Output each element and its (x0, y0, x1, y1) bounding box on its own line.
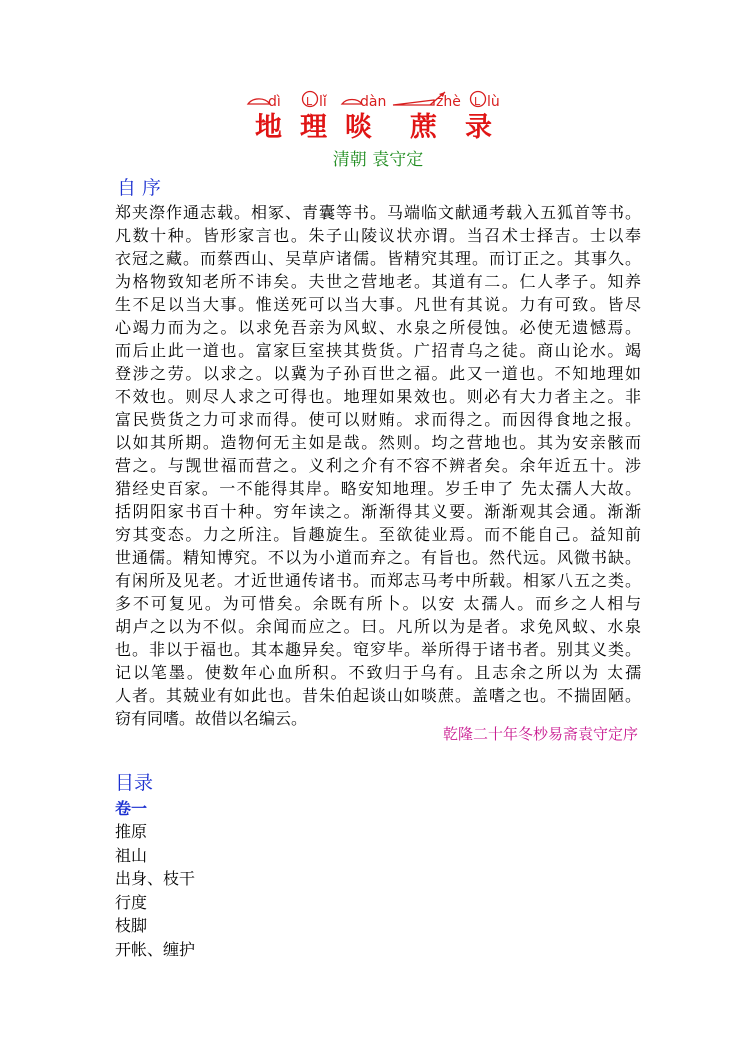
preface-line: 登涉之劳。以求之。以冀为子孙百世之福。此又一道也。不知地理如 (115, 364, 643, 383)
toc-item[interactable]: 祖山 (115, 845, 148, 865)
preface-line: 以如其所期。造物何无主如是哉。然则。均之营地也。其为安亲骸而 (115, 433, 643, 452)
title-char: 地 (255, 112, 282, 143)
preface-line: 世通儒。精知博究。不以为小道而弃之。有旨也。然代远。风微书缺。 (115, 548, 643, 567)
preface-line: 也。非以于福也。其本趣异矣。窀穸毕。举所得于诸书者。别其义类。 (115, 640, 643, 659)
preface-body (115, 201, 644, 730)
preface-line: 记以笔墨。使数年心血所积。不致归于乌有。且志余之所以为 太孺 (115, 663, 644, 682)
preface-line: 人者。其兢业有如此也。昔朱伯起谈山如啖蔗。盖嗜之也。不揣固陋。 (115, 686, 643, 705)
preface-line: 为格物致知老所不讳矣。夫世之营地老。其道有二。仁人孝子。知养 (115, 272, 643, 291)
author-line: 清朝 袁守定 (332, 150, 424, 170)
title-char: 蔗 (410, 112, 437, 143)
toc-item[interactable]: 出身、枝干 (115, 869, 196, 888)
preface-line: 穷其变态。力之所注。旨趣旋生。至欲徒业焉。而不能自己。益知前 (115, 525, 643, 544)
preface-line: 富民赀货之力可求而得。使可以财贿。求而得之。而因得食地之报。 (115, 410, 643, 429)
preface-heading: 自 序 (117, 177, 162, 199)
preface-line: 郑夹漈作通志载。相冢、青囊等书。马端临文献通考载入五狐首等书。 (115, 203, 643, 222)
toc-item[interactable]: 开帐、缠护 (115, 939, 196, 959)
preface-line: 有闲所及见老。才近世通传诸书。而郑志马考中所载。相冢八五之类。 (115, 571, 643, 590)
preface-line: 凡数十种。皆形家言也。朱子山陵议状亦谓。当召术士择吉。士以奉 (115, 226, 643, 245)
preface-line: 衣冠之藏。而蔡西山、吴草庐诸儒。皆精究其理。而订正之。其事久。 (115, 249, 643, 268)
title-char: 啖 (345, 112, 372, 143)
toc-heading: 目录 (115, 772, 154, 794)
toc-list (115, 820, 195, 961)
preface-line: 括阴阳家书百十种。穷年读之。渐渐得其义要。渐渐观其会通。渐渐 (115, 502, 643, 521)
preface-line: 窃有同嗜。故借以名编云。 (115, 709, 308, 728)
toc-item[interactable]: 枝脚 (115, 916, 148, 935)
page-title (0, 110, 750, 146)
preface-signature: 乾隆二十年冬杪易斋袁守定序 (442, 725, 638, 743)
toc-item[interactable]: 推原 (115, 822, 148, 841)
pinyin-lu: L lù (470, 88, 506, 110)
preface-line: 心竭力而为之。以求免吾亲为风蚁、水泉之所侵蚀。必使无遗憾焉。 (115, 318, 643, 337)
toc-item[interactable]: 行度 (115, 892, 148, 912)
preface-line: 生不足以当大事。惟送死可以当大事。凡世有其说。力有可致。皆尽 (115, 295, 643, 314)
preface-line: 猎经史百家。一不能得其岸。略安知地理。岁壬申了 先太孺人大故。 (115, 479, 643, 498)
preface-line: 营之。与觊世福而营之。义利之介有不容不辨者矣。余年近五十。涉 (115, 456, 643, 475)
title-char: 录 (465, 112, 492, 143)
pinyin-dan: dàn (340, 88, 380, 110)
pinyin-zhe: zhè (392, 88, 458, 110)
pinyin-di: dì (246, 88, 280, 110)
pinyin-li: L lǐ (302, 88, 332, 110)
preface-line: 而后止此一道也。富家巨室挟其赀货。广招青乌之徒。商山论水。竭 (115, 341, 643, 360)
preface-line: 胡卢之以为不似。余闻而应之。曰。凡所以为是者。求免风蚁、水泉 (115, 617, 643, 636)
preface-line: 多不可复见。为可惜矣。余既有所卜。以安 太孺人。而乡之人相与 (115, 594, 644, 613)
title-char: 理 (300, 112, 327, 143)
preface-line: 不效也。则尽人求之可得也。地理如果效也。则必有大力者主之。非 (115, 387, 643, 406)
pinyin-row (0, 88, 750, 110)
toc-volume-label[interactable]: 卷一 (115, 799, 148, 818)
